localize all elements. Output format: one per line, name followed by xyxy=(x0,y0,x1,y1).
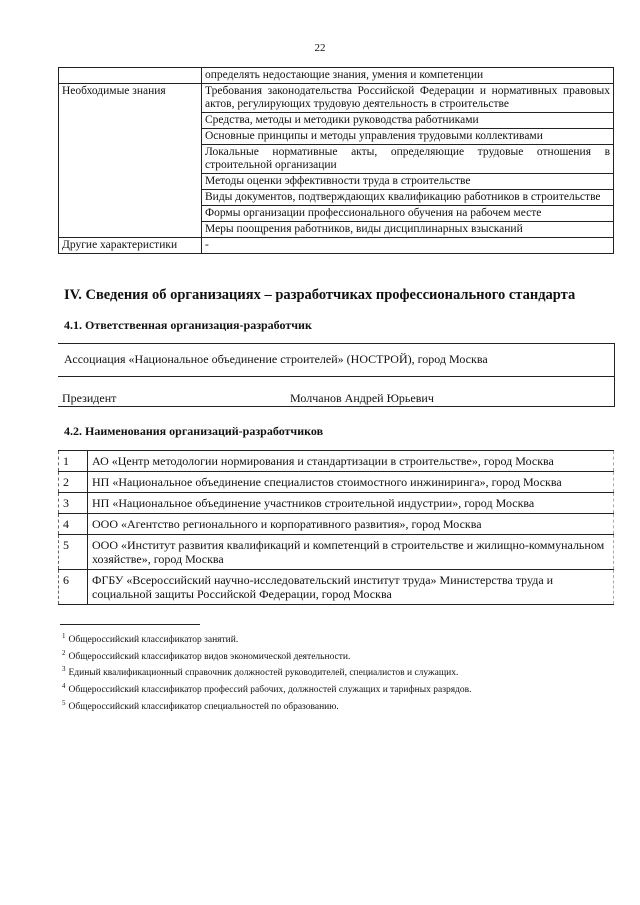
row-number: 5 xyxy=(59,535,88,570)
responsible-org-name: Ассоциация «Национальное объединение строителей» (НОСТРОЙ), город Москва xyxy=(64,352,488,366)
section-title: IV. Сведения об организациях – разработчиках профессионального стандарта xyxy=(64,287,576,303)
knowledge-item: Меры поощрения работников, виды дисциплинарных взысканий xyxy=(202,222,614,238)
row-number: 3 xyxy=(59,493,88,514)
footnote-mark: 1 xyxy=(62,632,66,640)
footnote-text: Общероссийский классификатор занятий. xyxy=(68,635,239,646)
footnote-mark: 2 xyxy=(62,648,66,657)
footnote-text: Общероссийский классификатор видов экономической деятельности. xyxy=(68,651,351,662)
footnote-text: Общероссийский классификатор специальностей по образованию. xyxy=(68,701,339,712)
knowledge-item: Основные принципы и методы управления трудовыми коллективами xyxy=(202,129,614,145)
president-name: Молчанов Андрей Юрьевич xyxy=(290,391,434,405)
knowledge-table xyxy=(58,67,614,254)
developers-heading: 4.2. Наименования организаций-разработчиков xyxy=(64,424,324,438)
row-number: 1 xyxy=(59,451,88,472)
knowledge-item: Локальные нормативные акты, определяющие трудовые отношения в строительной организации xyxy=(202,145,614,174)
president-title: Президент xyxy=(62,391,117,405)
knowledge-item: Средства, методы и методики руководства работниками xyxy=(202,113,614,129)
table-row xyxy=(59,238,614,254)
developer-name: ООО «Агентство регионального и корпоративного развития», город Москва xyxy=(88,514,614,535)
knowledge-item: Методы оценки эффективности труда в строительстве xyxy=(202,174,614,190)
row-number: 2 xyxy=(59,472,88,493)
developer-name: АО «Центр методологии нормирования и стандартизации в строительстве», город Москва xyxy=(88,451,614,472)
table-row xyxy=(59,493,614,514)
developer-name: НП «Национальное объединение специалистов стоимостного инжиниринга», город Москва xyxy=(88,472,614,493)
developers-table xyxy=(58,450,614,605)
skill-cell: определять недостающие знания, умения и компетенции xyxy=(202,68,614,84)
footnote-mark: 3 xyxy=(62,665,66,674)
developer-name: ООО «Институт развития квалификаций и компетенций в строительстве и жилищно-коммунальном хозяйстве», город Москва xyxy=(88,535,614,570)
footnote-mark: 5 xyxy=(62,698,66,707)
footnotes xyxy=(62,630,472,713)
knowledge-item: Требования законодательства Российской Федерации и нормативных правовых актов, регулирующих трудовую деятельность в строительстве xyxy=(202,84,614,113)
table-row xyxy=(59,451,614,472)
responsible-heading: 4.1. Ответственная организация-разработчик xyxy=(64,318,312,332)
row-number: 6 xyxy=(59,570,88,605)
page-number: 22 xyxy=(314,42,326,54)
footnote-text: Общероссийский классификатор профессий рабочих, должностей служащих и тарифных разрядов. xyxy=(68,685,472,696)
table-row xyxy=(59,472,614,493)
footnote xyxy=(62,680,472,697)
footnote xyxy=(62,663,472,680)
footnote-mark: 4 xyxy=(62,681,66,690)
footnote xyxy=(62,630,472,647)
knowledge-item: Виды документов, подтверждающих квалификацию работников в строительстве xyxy=(202,190,614,206)
table-row xyxy=(59,68,614,84)
divider xyxy=(58,376,614,377)
empty-label-cell xyxy=(59,68,202,84)
other-value-cell: - xyxy=(202,238,614,254)
footnote-separator xyxy=(60,624,200,625)
footnote-text: Единый квалификационный справочник должностей руководителей, специалистов и служащих. xyxy=(68,668,459,679)
table-row xyxy=(59,535,614,570)
table-row xyxy=(59,84,614,113)
table-row xyxy=(59,570,614,605)
footnote xyxy=(62,697,472,714)
row-number: 4 xyxy=(59,514,88,535)
knowledge-item: Формы организации профессионального обучения на рабочем месте xyxy=(202,206,614,222)
developer-name: НП «Национальное объединение участников строительной индустрии», город Москва xyxy=(88,493,614,514)
footnote xyxy=(62,647,472,664)
knowledge-label-cell: Необходимые знания xyxy=(59,84,202,238)
developer-name: ФГБУ «Всероссийский научно-исследовательский институт труда» Министерства труда и социальной защиты Российской Федерации, город Москва xyxy=(88,570,614,605)
other-label-cell: Другие характеристики xyxy=(59,238,202,254)
table-row xyxy=(59,514,614,535)
